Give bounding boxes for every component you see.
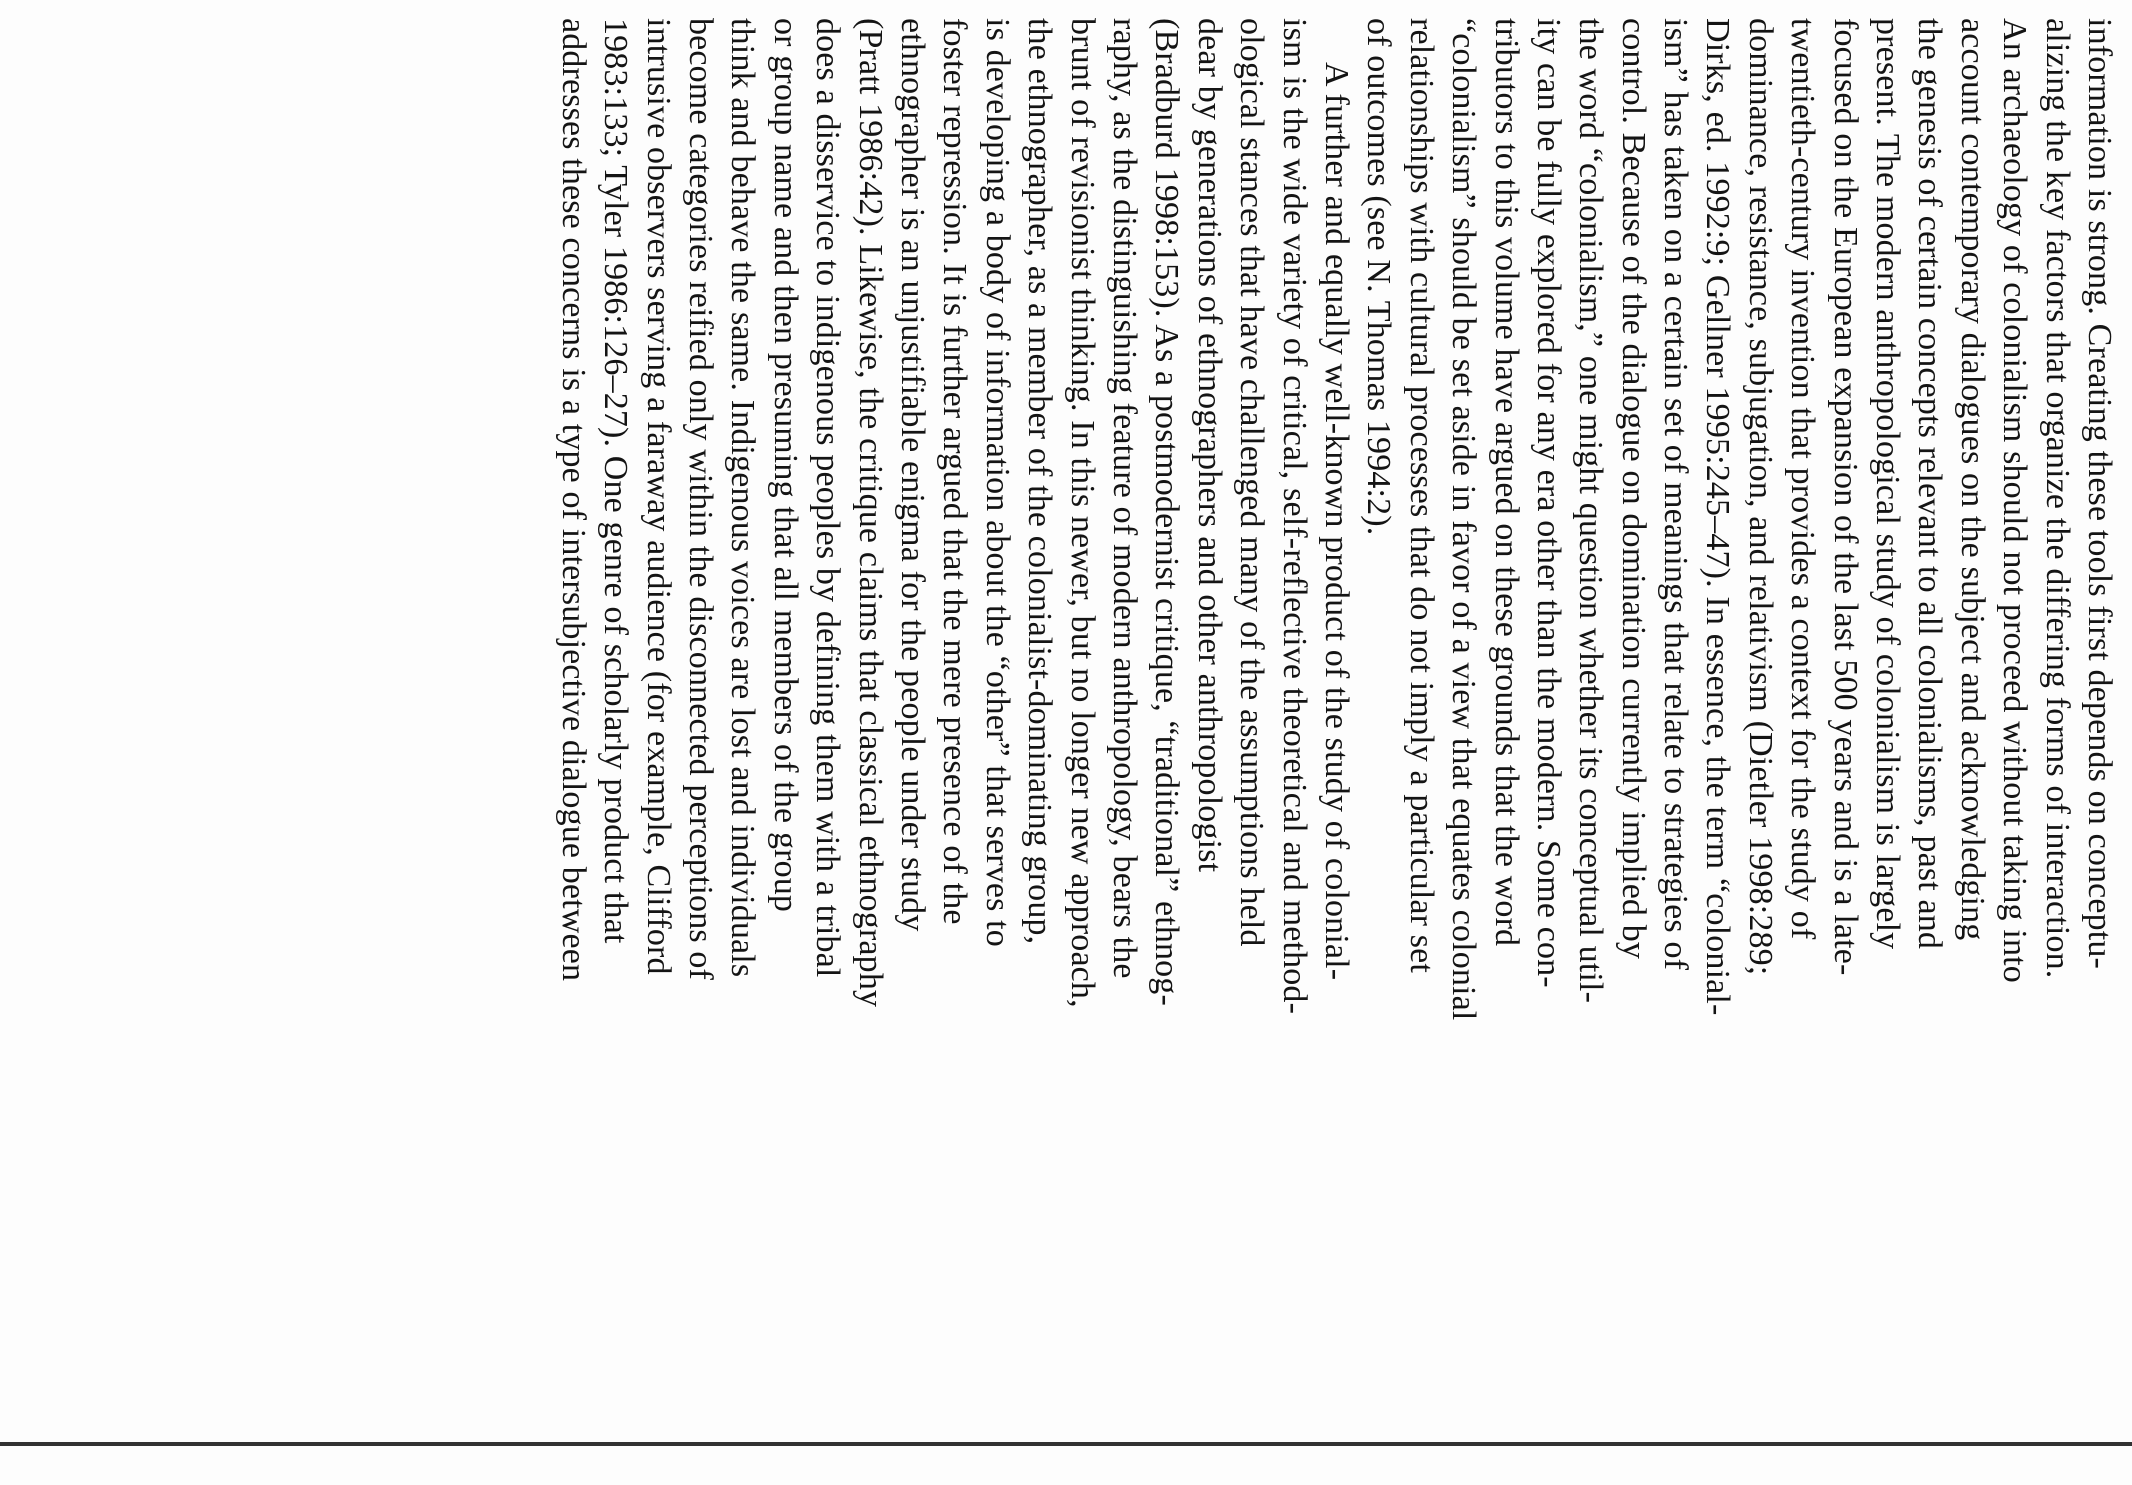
text-line: ethnographer is an unjustifiable enigma for the people under study xyxy=(894,18,932,932)
text-line: brunt of revisionist thinking. In this newer, but no longer new approach, xyxy=(1063,18,1101,1008)
text-line: does a disservice to indigenous peoples by defining them with a tribal xyxy=(809,18,847,978)
text-line: (Bradburd 1998:153). As a postmodernist critique, “traditional” ethnog- xyxy=(1148,18,1186,1006)
text-line: present. The modern anthropological study of colonialism is largely xyxy=(1869,18,1907,950)
text-line: 1983:133; Tyler 1986:126–27). One genre of scholarly product that xyxy=(597,18,635,944)
text-line: foster repression. It is further argued that the mere presence of the xyxy=(936,18,974,925)
paragraph-first-line: A further and equally well-known product of the study of colonial- xyxy=(1317,62,1355,981)
text-line: the genesis of certain concepts relevant to all colonialisms, past and xyxy=(1911,18,1949,950)
text-line: raphy, as the distinguishing feature of modern anthropology, bears the xyxy=(1106,18,1144,979)
text-line: information is strong. Creating these tools first depends on conceptu- xyxy=(2081,18,2118,969)
text-line: account contemporary dialogues on the subject and acknowledging xyxy=(1953,18,1991,941)
text-line: Dirks, ed. 1992:9; Gellner 1995:245–47). In essence, the term “colonial- xyxy=(1699,18,1737,1016)
text-line: become categories reified only within the disconnected perceptions of xyxy=(682,18,720,981)
text-line: the word “colonialism,” one might question whether its conceptual util- xyxy=(1572,18,1610,1004)
text-line: tributors to this volume have argued on these grounds that the word xyxy=(1487,18,1525,947)
text-line: relationships with cultural processes that do not imply a particular set xyxy=(1402,18,1440,974)
text-line: is developing a body of information about the “other” that serves to xyxy=(978,18,1016,947)
text-line: alizing the key factors that organize the differing forms of interaction. xyxy=(2038,18,2076,979)
text-line: ism is the wide variety of critical, self-reflective theoretical and method- xyxy=(1275,18,1313,1015)
text-line: ism” has taken on a certain set of meanings that relate to strategies of xyxy=(1657,18,1695,971)
text-line: addresses these concerns is a type of intersubjective dialogue between xyxy=(554,18,592,982)
text-line: ological stances that have challenged many of the assumptions held xyxy=(1233,18,1271,947)
page-edge-rule xyxy=(0,1442,2132,1446)
text-line: or group name and then presuming that all members of the group xyxy=(766,18,804,913)
text-line: ity can be fully explored for any era other than the modern. Some con- xyxy=(1529,18,1567,988)
text-line: “colonialism” should be set aside in favor of a view that equates colonial xyxy=(1445,18,1483,1021)
text-line: think and behave the same. Indigenous voices are lost and individuals xyxy=(724,18,762,978)
text-line: intrusive observers serving a faraway audience (for example, Clifford xyxy=(639,18,677,975)
text-line: (Pratt 1986:42). Likewise, the critique claims that classical ethnography xyxy=(851,18,889,1008)
text-line: control. Because of the dialogue on domination currently implied by xyxy=(1614,18,1652,960)
text-line: An archaeology of colonialism should not proceed without taking into xyxy=(1996,18,2034,983)
text-line: dear by generations of ethnographers and other anthropologist xyxy=(1190,18,1228,873)
text-line: twentieth-century invention that provides a context for the study of xyxy=(1784,18,1822,940)
text-line: of outcomes (see N. Thomas 1994:2). xyxy=(1360,18,1398,536)
text-line: the ethnographer, as a member of the colonialist-dominating group, xyxy=(1021,18,1059,945)
text-line: focused on the European expansion of the last 500 years and is a late- xyxy=(1826,18,1864,976)
text-line: dominance, resistance, subjugation, and relativism (Dietler 1998:289; xyxy=(1741,18,1779,976)
body-text xyxy=(552,18,2120,1413)
